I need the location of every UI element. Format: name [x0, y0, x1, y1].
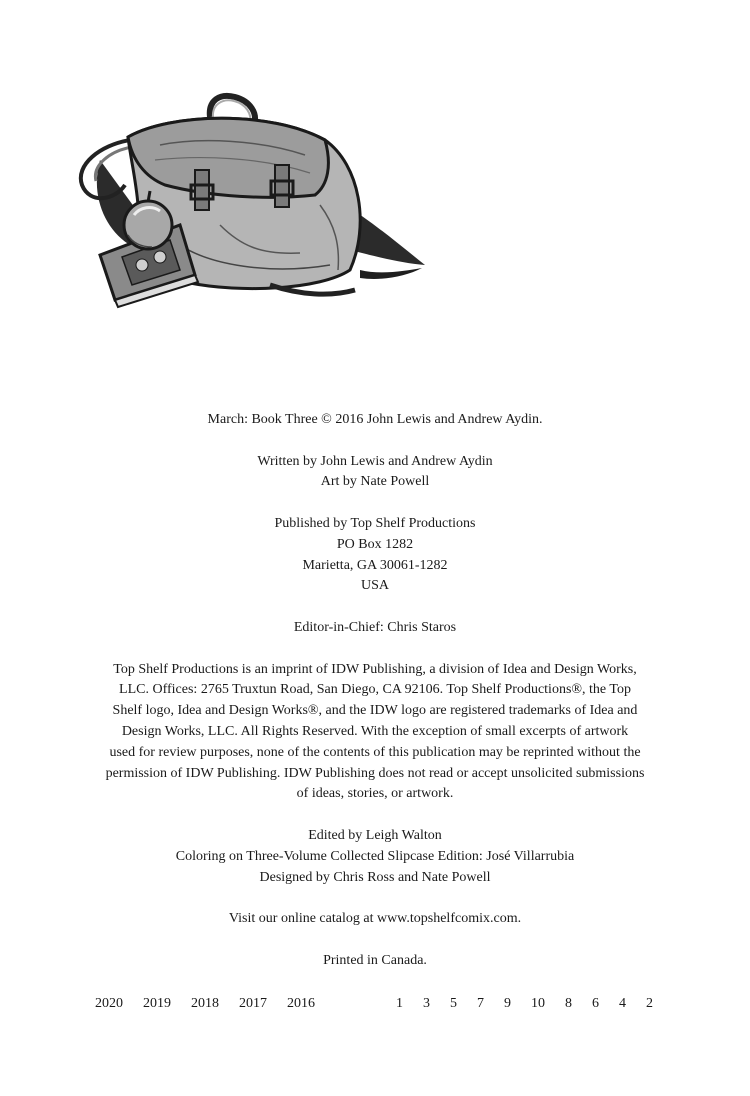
printing-number: 4: [619, 996, 626, 1011]
publisher-address-line3: USA: [360, 578, 389, 594]
legal-notice-line: Design Works, LLC. All Rights Reserved. With the exception of small excerpts of artwork: [121, 723, 629, 739]
printing-number: 1: [396, 996, 403, 1011]
print-year: 2018: [191, 996, 219, 1011]
print-year: 2017: [239, 996, 267, 1011]
printing-line: [0, 994, 750, 1014]
artist-credit: Art by Nate Powell: [320, 474, 430, 490]
print-year: 2020: [95, 996, 123, 1011]
legal-notice-line: of ideas, stories, or artwork.: [296, 786, 454, 802]
printing-number: 8: [565, 996, 572, 1011]
legal-notice-line: used for review purposes, none of the contents of this publication may be reprinted without the: [109, 744, 641, 760]
backpack-with-apple-and-book-illustration: [70, 85, 440, 310]
legal-notice-line: LLC. Offices: 2765 Truxtun Road, San Diego, CA 92106. Top Shelf Productions®, the Top: [119, 682, 631, 698]
legal-notice-line: permission of IDW Publishing. IDW Publishing does not read or accept unsolicited submissions: [105, 765, 645, 781]
printing-number: 6: [592, 996, 599, 1011]
colorist-credit: Coloring on Three-Volume Collected Slipcase Edition: José Villarrubia: [175, 848, 575, 864]
editor-credit: Edited by Leigh Walton: [308, 827, 442, 843]
print-year: 2016: [287, 996, 315, 1011]
copyright-notice: March: Book Three © 2016 John Lewis and Andrew Aydin.: [207, 412, 543, 427]
writers-credit: Written by John Lewis and Andrew Aydin: [257, 453, 493, 469]
publisher-address-line1: PO Box 1282: [336, 536, 414, 552]
publisher-name: Published by Top Shelf Productions: [274, 515, 476, 531]
publisher-address-line2: Marietta, GA 30061-1282: [302, 557, 448, 573]
legal-notice-line: Shelf logo, Idea and Design Works®, and the IDW logo are registered trademarks of Idea and: [112, 703, 638, 719]
editor-in-chief-credit: Editor-in-Chief: Chris Staros: [293, 619, 457, 635]
printing-number: 10: [531, 996, 545, 1011]
printing-number: 5: [450, 996, 457, 1011]
printing-number: 7: [477, 996, 484, 1011]
printing-number: 2: [646, 996, 653, 1011]
catalog-notice: Visit our online catalog at www.topshelfcomix.com.: [228, 911, 522, 927]
copyright-colophon: [0, 410, 750, 972]
printing-number: 3: [423, 996, 430, 1011]
print-year: 2019: [143, 996, 171, 1011]
legal-notice-line: Top Shelf Productions is an imprint of IDW Publishing, a division of Idea and Design Works,: [113, 661, 637, 677]
printing-number: 9: [504, 996, 511, 1011]
printed-in-notice: Printed in Canada.: [323, 952, 427, 968]
designer-credit: Designed by Chris Ross and Nate Powell: [259, 869, 491, 885]
